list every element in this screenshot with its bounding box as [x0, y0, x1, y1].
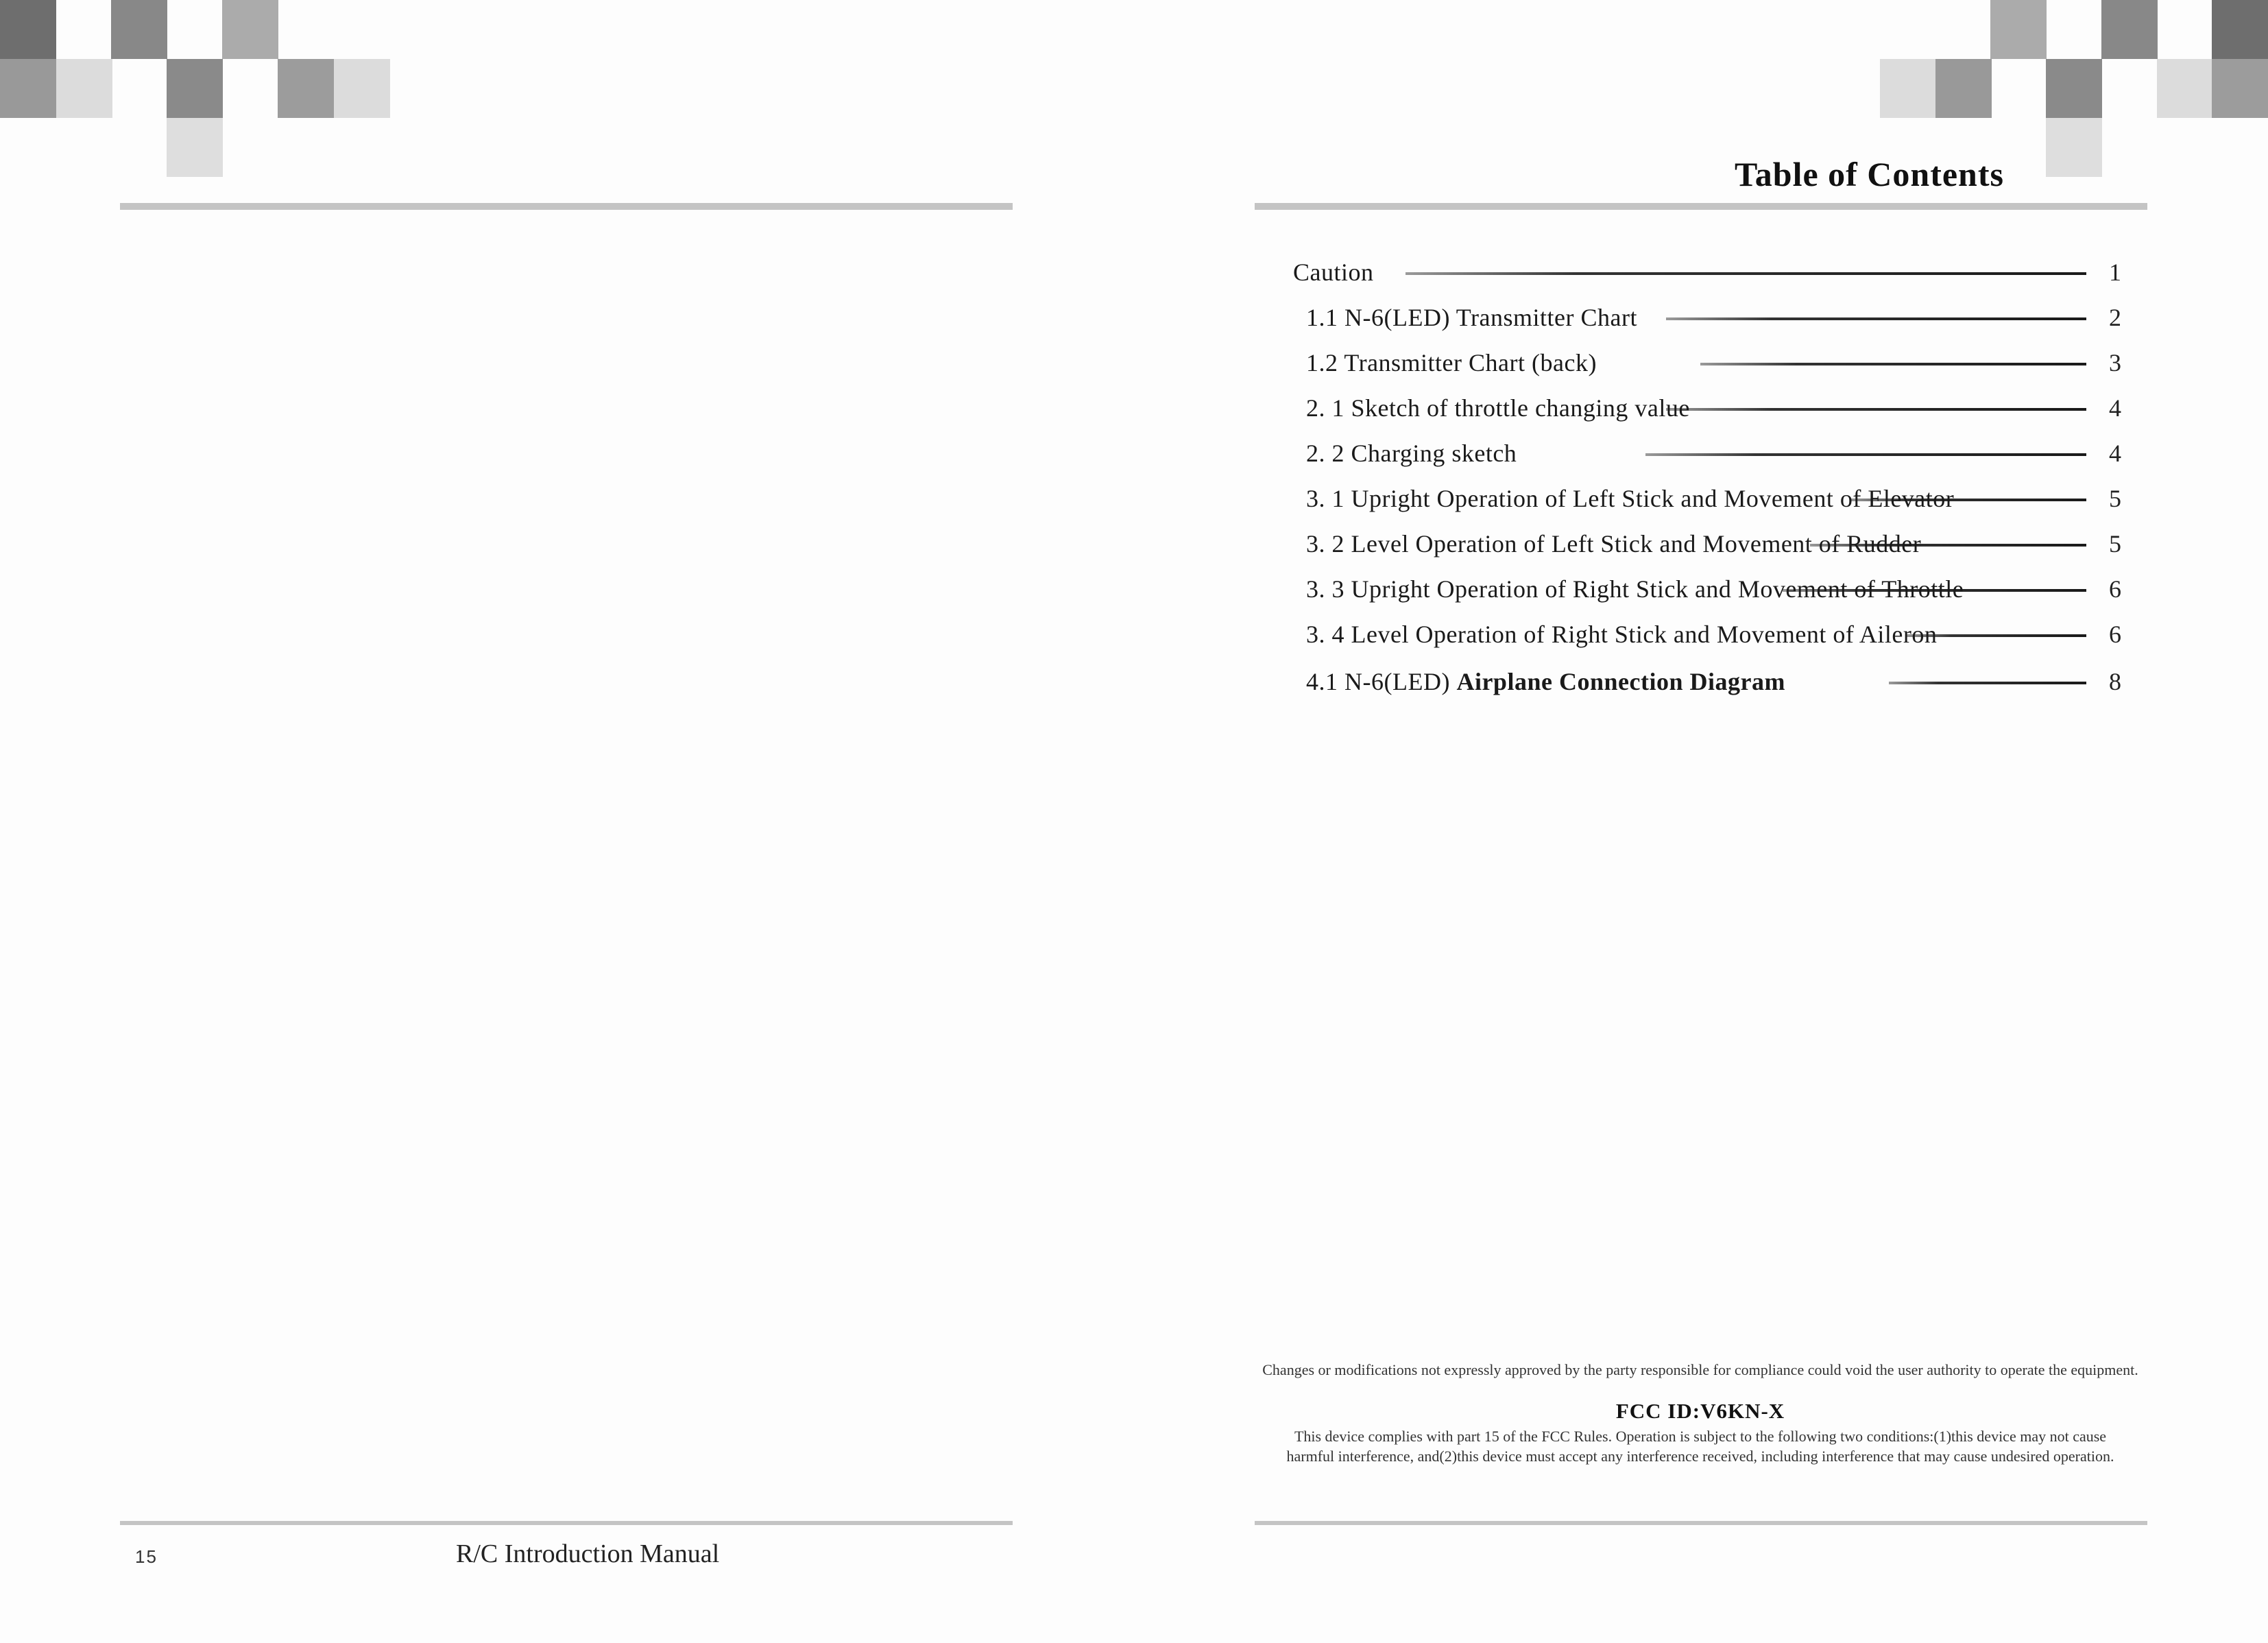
toc-entry-label: 3. 2 Level Operation of Left Stick and Movement of Rudder — [1306, 530, 1922, 557]
decor-square — [2101, 0, 2158, 59]
decor-square — [1880, 59, 1936, 118]
left-header-rule — [120, 203, 1013, 210]
toc-entry[interactable] — [0, 574, 2268, 615]
page-number: 15 — [135, 1546, 158, 1567]
right-footer-rule — [1255, 1521, 2147, 1525]
decor-square — [278, 59, 334, 118]
decor-square — [2046, 118, 2102, 177]
fcc-notice: Changes or modifications not expressly approved by the party responsible for compliance could void the user authority to operate the equipment. — [1262, 1361, 2138, 1378]
decor-square — [167, 118, 223, 177]
toc-entry-page: 1 — [2109, 259, 2121, 286]
decor-square — [2212, 0, 2268, 59]
toc-leader — [1666, 408, 2086, 411]
toc-entry[interactable] — [0, 302, 2268, 344]
toc-entry-label-prefix: 4.1 N-6(LED) — [1306, 668, 1457, 695]
toc-entry[interactable] — [0, 529, 2268, 570]
fcc-compliance-text: This device complies with part 15 of the FCC Rules. Operation is subject to the following two conditions:(1)this device may not cause harmful interference, and(2)this device must accept any interference received, including interference that may cause undesired operation. — [1286, 1428, 2114, 1465]
decor-square — [0, 0, 56, 59]
toc-entry-page: 4 — [2109, 440, 2121, 467]
toc-entry[interactable] — [0, 257, 2268, 298]
toc-entry[interactable] — [0, 619, 2268, 660]
toc-entry-page: 5 — [2109, 530, 2121, 557]
toc-entry-label: 3. 1 Upright Operation of Left Stick and Movement of Elevator — [1306, 485, 1955, 512]
decor-square — [2046, 59, 2102, 118]
right-header-rule — [1255, 203, 2147, 210]
toc-leader — [1645, 453, 2086, 456]
toc-entry-page: 8 — [2109, 668, 2121, 695]
decor-square — [0, 59, 56, 118]
toc-entry[interactable] — [0, 348, 2268, 389]
toc-leader — [1406, 272, 2086, 275]
toc-entry-label: 3. 3 Upright Operation of Right Stick and Movement of Throttle — [1306, 575, 1964, 603]
decor-square — [111, 0, 167, 59]
toc-leader — [1700, 363, 2086, 365]
decor-square — [334, 59, 390, 118]
toc-entry-label: 2. 2 Charging sketch — [1306, 440, 1517, 467]
toc-entry-page: 3 — [2109, 349, 2121, 376]
toc-entry-page: 6 — [2109, 575, 2121, 603]
left-footer-rule — [120, 1521, 1013, 1525]
toc-entry-page: 6 — [2109, 621, 2121, 648]
toc-entry-label: 1.1 N-6(LED) Transmitter Chart — [1306, 304, 1637, 331]
toc-title: Table of Contents — [1735, 155, 2004, 193]
toc-entry-label: 2. 1 Sketch of throttle changing value — [1306, 394, 1690, 422]
toc-entry-label: 1.2 Transmitter Chart (back) — [1306, 349, 1597, 376]
toc-entry-page: 2 — [2109, 304, 2121, 331]
toc-entry-label-bold: Airplane Connection Diagram — [1456, 668, 1785, 695]
toc-entry[interactable] — [0, 667, 2268, 708]
toc-entry-label: 3. 4 Level Operation of Right Stick and Movement of Aileron — [1306, 621, 1938, 648]
toc-entry[interactable] — [0, 393, 2268, 434]
decor-square — [2212, 59, 2268, 118]
decor-square — [1935, 59, 1992, 118]
fcc-id: FCC ID:V6KN-X — [1615, 1399, 1785, 1423]
decor-square — [1990, 0, 2047, 59]
toc-entry-page: 5 — [2109, 485, 2121, 512]
toc-entry-label: Caution — [1293, 259, 1374, 286]
decor-square — [222, 0, 278, 59]
decor-square — [2157, 59, 2213, 118]
toc-leader — [1889, 682, 2086, 684]
toc-entry-page: 4 — [2109, 394, 2121, 422]
decor-square — [56, 59, 112, 118]
toc-entry-label — [1306, 668, 1785, 695]
toc-leader — [1666, 317, 2086, 320]
footer-title: R/C Introduction Manual — [456, 1539, 720, 1568]
decor-square — [167, 59, 223, 118]
toc-entry[interactable] — [0, 483, 2268, 525]
toc-entry[interactable] — [0, 438, 2268, 479]
